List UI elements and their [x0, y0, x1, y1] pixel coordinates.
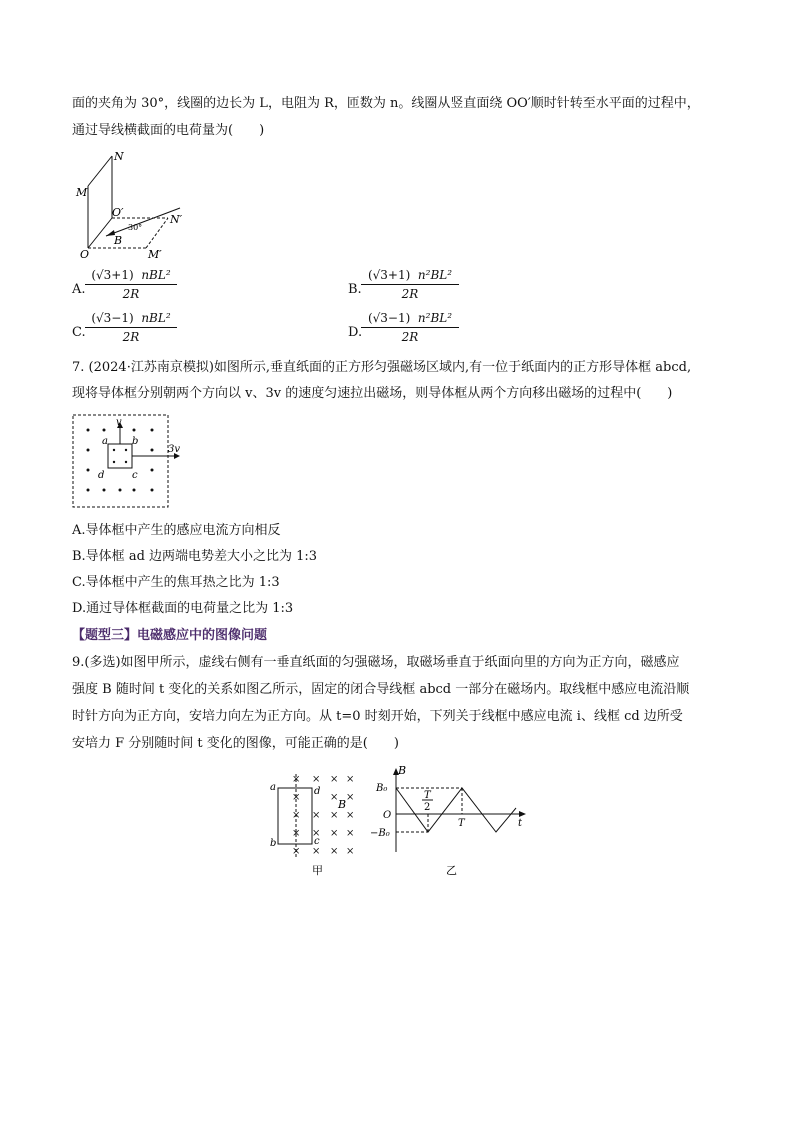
q9-line2: 强度 B 随时间 t 变化的关系如图乙所示，固定的闭合导线框 abcd 一部分在磁场内。取线框中感应电流沿顺: [72, 682, 690, 697]
label-B0: B₀: [376, 783, 388, 794]
label-T: T: [458, 818, 465, 829]
svg-text:×: ×: [312, 828, 321, 839]
label-b: b: [132, 436, 139, 447]
label-T2-bottom: 2: [424, 802, 431, 813]
q9-line4: 安培力 F 分别随时间 t 变化的图像，可能正确的是( ): [72, 736, 399, 751]
q7-option-a[interactable]: A.导体框中产生的感应电流方向相反: [72, 523, 281, 538]
label-O-prime: O′: [112, 206, 124, 219]
B-curve: [396, 788, 516, 832]
option-d-fraction: [361, 311, 459, 344]
label-B: B: [338, 798, 347, 811]
svg-text:×: ×: [312, 810, 321, 821]
svg-text:×: ×: [346, 810, 355, 821]
svg-text:×: ×: [292, 810, 301, 821]
svg-text:×: ×: [330, 846, 339, 857]
svg-text:×: ×: [292, 828, 301, 839]
option-c-fraction: [85, 311, 177, 344]
svg-text:×: ×: [292, 774, 301, 785]
option-c-num-b: nBL²: [141, 311, 171, 325]
caption-yi: 乙: [446, 864, 457, 877]
q6-line2: 通过导线横截面的电荷量为( ): [72, 123, 265, 138]
dashed-plane: [146, 218, 168, 248]
q7-line1: 7. (2024·江苏南京模拟)如图所示,垂直纸面的正方形匀强磁场区域内,有一位于纸面内的正方形导体框 abcd,: [72, 360, 692, 375]
plane-edge: [88, 156, 112, 186]
label-a: a: [270, 782, 276, 793]
label-N-prime: N′: [170, 213, 183, 226]
label-d: d: [314, 786, 321, 797]
q6-line1: 面的夹角为 30°，线圈的边长为 L，电阻为 R，匝数为 n。线圈从竖直面绕 OO′顺时针转至水平面的过程中，: [72, 96, 700, 111]
label-M-prime: M′: [148, 248, 162, 261]
q7-option-d[interactable]: D.通过导体框截面的电荷量之比为 1:3: [72, 601, 294, 616]
option-a-fraction: [85, 268, 177, 301]
svg-text:×: ×: [346, 792, 355, 803]
label-v: v: [116, 417, 122, 428]
label-negB0: −B₀: [370, 828, 390, 839]
caption-jia: 甲: [312, 864, 323, 877]
option-d-num-a: (√3−1): [367, 311, 411, 325]
option-a-den: 2R: [122, 287, 140, 301]
option-c-num-a: (√3−1): [91, 311, 134, 325]
plane-edge: [88, 218, 112, 248]
svg-text:×: ×: [330, 792, 339, 803]
option-b-letter[interactable]: B.: [348, 282, 362, 297]
svg-text:×: ×: [330, 810, 339, 821]
arrow-head: [519, 811, 526, 817]
q9-figure-jia: [262, 770, 372, 882]
option-d-letter[interactable]: D.: [348, 325, 363, 340]
label-B: B: [398, 764, 407, 777]
q9-line1: 9.(多选)如图甲所示，虚线右侧有一垂直纸面的匀强磁场，取磁场垂直于纸面向里的方向为正方向，磁感应: [72, 655, 680, 670]
option-b-fraction: [361, 268, 459, 301]
inner-dots: [113, 449, 127, 463]
label-3v: 3v: [168, 444, 181, 455]
label-B: B: [114, 234, 123, 247]
svg-text:×: ×: [330, 828, 339, 839]
option-b-num-b: n²BL²: [417, 268, 453, 282]
svg-text:×: ×: [292, 792, 301, 803]
q9-line3: 时针方向为正方向，安培力向左为正方向。从 t=0 时刻开始，下列关于线框中感应电流 i、线框 cd 边所受: [72, 709, 683, 724]
svg-text:×: ×: [312, 774, 321, 785]
label-d: d: [98, 470, 105, 481]
section-heading: 【题型三】电磁感应中的图像问题: [72, 628, 268, 643]
conductor-frame: [108, 444, 132, 468]
svg-text:×: ×: [346, 774, 355, 785]
q9-figure-yi: [366, 764, 536, 880]
label-T2-top: T: [424, 790, 431, 801]
option-c-den: 2R: [122, 330, 140, 344]
label-b: b: [270, 838, 277, 849]
svg-text:×: ×: [346, 828, 355, 839]
q6-figure: [68, 146, 198, 262]
label-O: O: [383, 810, 392, 821]
option-a-num-a: (√3+1): [91, 268, 134, 282]
q7-option-c[interactable]: C.导体框中产生的焦耳热之比为 1:3: [72, 575, 280, 590]
svg-text:×: ×: [292, 846, 301, 857]
label-a: a: [102, 436, 108, 447]
option-b-num-a: (√3+1): [367, 268, 411, 282]
q7-line2: 现将导体框分别朝两个方向以 v、3v 的速度匀速拉出磁场，则导体框从两个方向移出磁场的过程中( ): [72, 386, 673, 401]
label-c: c: [314, 836, 320, 847]
q7-option-b[interactable]: B.导体框 ad 边两端电势差大小之比为 1:3: [72, 549, 318, 564]
option-a-num-b: nBL²: [141, 268, 171, 282]
option-a-letter[interactable]: A.: [72, 282, 86, 297]
field-crosses: [292, 774, 354, 857]
svg-text:×: ×: [330, 774, 339, 785]
svg-text:×: ×: [346, 846, 355, 857]
option-d-den: 2R: [401, 330, 419, 344]
option-c-letter[interactable]: C.: [72, 325, 86, 340]
q7-figure: [68, 412, 188, 510]
option-d-num-b: n²BL²: [417, 311, 453, 325]
label-O: O: [80, 248, 90, 261]
label-M: M: [76, 186, 88, 199]
label-N: N: [114, 150, 124, 163]
label-angle: 30°: [128, 223, 143, 232]
label-c: c: [132, 470, 138, 481]
option-b-den: 2R: [401, 287, 419, 301]
label-t: t: [518, 818, 523, 829]
svg-text:×: ×: [312, 846, 321, 857]
